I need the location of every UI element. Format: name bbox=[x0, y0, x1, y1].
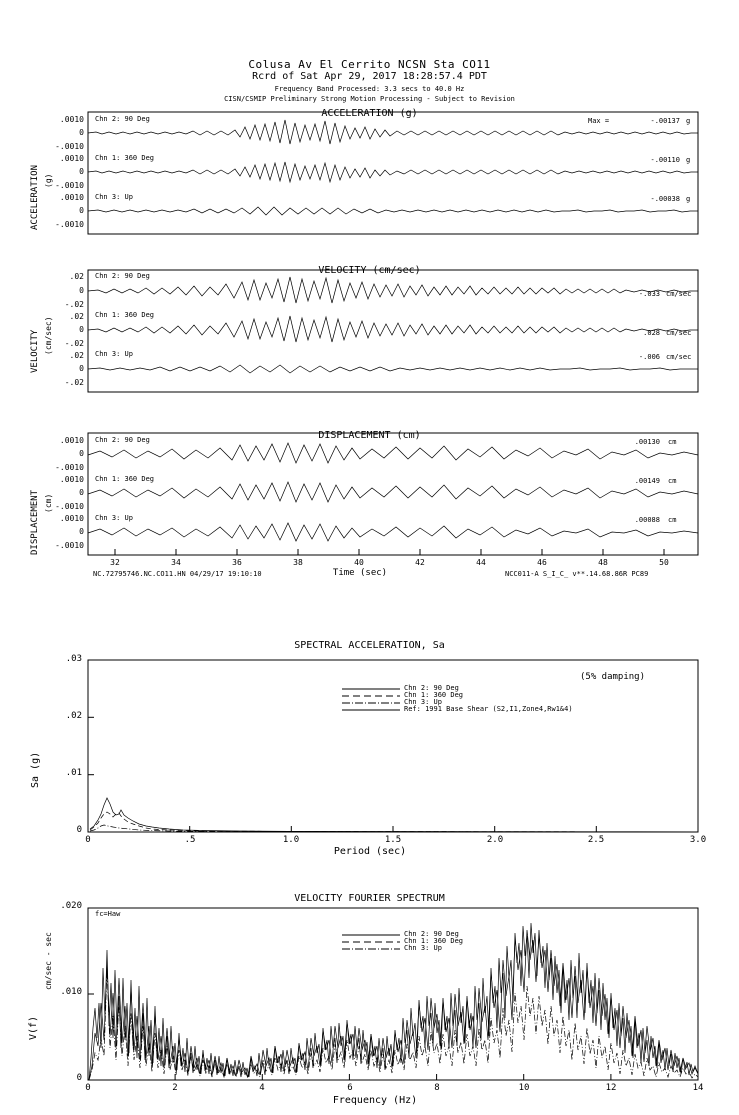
vel-ch2-peak: -.033 bbox=[638, 290, 660, 298]
sa-legend-item-0: Chn 2: 90 Deg bbox=[404, 684, 459, 692]
station-code-footer: NCC011-A S_I_C_ v**.14.68.86R PC89 bbox=[505, 570, 649, 578]
vfs-legend-lines bbox=[342, 932, 402, 956]
vel-ch2-ytick-top: .02 bbox=[69, 272, 84, 281]
vel-ch2-unit: cm/sec bbox=[666, 290, 692, 298]
accel-ch1-peak: -.00110 bbox=[650, 156, 680, 164]
accel-ch1-ytick-top: .0010 bbox=[59, 154, 84, 163]
vfs-xlabel: Frequency (Hz) bbox=[332, 1095, 418, 1106]
sa-xtick-2: 1.0 bbox=[282, 835, 300, 845]
vel-ch1-unit: cm/sec bbox=[666, 329, 692, 337]
sa-chart-title: SPECTRAL ACCELERATION, Sa bbox=[294, 640, 445, 651]
disp-ch2-ytick-top: .0010 bbox=[59, 436, 84, 445]
vfs-ytick-2: .020 bbox=[60, 901, 82, 911]
vel-ch1-label: Chn 1: 360 Deg bbox=[95, 311, 155, 319]
vel-ch3-unit: cm/sec bbox=[666, 353, 692, 361]
acceleration-axis-label: ACCELERATION bbox=[30, 164, 40, 230]
time-tick-3: 38 bbox=[293, 558, 303, 567]
time-tick-4: 40 bbox=[354, 558, 364, 567]
accel-ch2-peak: -.00137 bbox=[650, 117, 680, 125]
sa-ytick-0: 0 bbox=[76, 825, 82, 835]
accel-ch3-ytick-bot: -.0010 bbox=[55, 220, 84, 229]
vfs-ylabel-units: cm/sec - sec bbox=[44, 932, 53, 990]
vfs-xtick-3: 6 bbox=[347, 1083, 353, 1093]
vfs-chart-title: VELOCITY FOURIER SPECTRUM bbox=[294, 893, 445, 904]
vel-ch3-peak: -.006 bbox=[638, 353, 660, 361]
accel-ch3-label: Chn 3: Up bbox=[95, 193, 133, 201]
vfs-legend-item-0: Chn 2: 90 Deg bbox=[404, 930, 459, 938]
sa-legend-item-1: Chn 1: 360 Deg bbox=[404, 691, 464, 699]
vel-ch2-ytick-mid: 0 bbox=[79, 286, 84, 295]
sa-xtick-3: 1.5 bbox=[384, 835, 402, 845]
accel-ch2-ytick-top: .0010 bbox=[59, 115, 84, 124]
accel-ch1-label: Chn 1: 360 Deg bbox=[95, 154, 155, 162]
time-axis-label: Time (sec) bbox=[332, 568, 388, 578]
vel-ch3-ytick-bot: -.02 bbox=[64, 378, 84, 387]
frequency-band-note: Frequency Band Processed: 3.3 secs to 40.0 Hz bbox=[274, 85, 465, 93]
disp-ch1-ytick-bot: -.0010 bbox=[55, 502, 84, 511]
sa-xtick-1: .5 bbox=[184, 835, 196, 845]
sa-xtick-4: 2.0 bbox=[486, 835, 504, 845]
accel-ch2-unit: g bbox=[686, 117, 691, 125]
displacement-plot bbox=[88, 433, 698, 555]
vel-ch3-label: Chn 3: Up bbox=[95, 350, 133, 358]
vel-ch2-label: Chn 2: 90 Deg bbox=[95, 272, 150, 280]
time-tick-5: 42 bbox=[415, 558, 425, 567]
sa-ytick-1: .01 bbox=[65, 768, 82, 778]
vfs-xtick-5: 10 bbox=[518, 1083, 530, 1093]
time-tick-8: 48 bbox=[598, 558, 608, 567]
sa-legend-lines bbox=[342, 686, 402, 716]
disp-ch1-peak: .00149 bbox=[634, 477, 660, 485]
accel-ch3-ytick-mid: 0 bbox=[79, 206, 84, 215]
sa-damping-annotation: (5% damping) bbox=[580, 672, 646, 682]
record-datetime: Rcrd of Sat Apr 29, 2017 18:28:57.4 PDT bbox=[252, 71, 487, 82]
accel-ch1-ytick-mid: 0 bbox=[79, 167, 84, 176]
disp-ch2-unit: cm bbox=[668, 438, 677, 446]
displacement-title: DISPLACEMENT (cm) bbox=[318, 430, 421, 441]
vfs-xtick-1: 2 bbox=[172, 1083, 178, 1093]
disp-ch1-label: Chn 1: 360 Deg bbox=[95, 475, 155, 483]
vfs-xtick-4: 8 bbox=[434, 1083, 440, 1093]
disp-ch2-ytick-mid: 0 bbox=[79, 449, 84, 458]
velocity-axis-units: (cm/sec) bbox=[44, 316, 53, 355]
record-id-footer: NC.72795746.NC.CO11.HN 04/29/17 19:10:10 bbox=[93, 570, 262, 578]
vfs-ylabel: V(f) bbox=[28, 1015, 39, 1040]
sa-legend-item-3: Ref: 1991 Base Shear (S2,I1,Zone4,Rw1&4) bbox=[404, 705, 573, 713]
disp-ch3-ytick-top: .0010 bbox=[59, 514, 84, 523]
time-tick-9: 50 bbox=[659, 558, 669, 567]
sa-ytick-2: .02 bbox=[65, 711, 82, 721]
vfs-legend-item-1: Chn 1: 360 Deg bbox=[404, 937, 464, 945]
time-tick-6: 44 bbox=[476, 558, 486, 567]
sa-xlabel: Period (sec) bbox=[333, 846, 407, 857]
accel-ch3-unit: g bbox=[686, 195, 691, 203]
disp-ch3-ytick-bot: -.0010 bbox=[55, 541, 84, 550]
disp-ch3-peak: .00088 bbox=[634, 516, 660, 524]
accel-ch1-ytick-bot: -.0010 bbox=[55, 181, 84, 190]
vfs-corner-label: fc=Haw bbox=[95, 910, 121, 918]
velocity-title: VELOCITY (cm/sec) bbox=[318, 265, 421, 276]
disp-ch1-ytick-mid: 0 bbox=[79, 488, 84, 497]
sa-xtick-6: 3.0 bbox=[689, 835, 707, 845]
time-tick-7: 46 bbox=[537, 558, 547, 567]
vfs-xtick-2: 4 bbox=[259, 1083, 265, 1093]
sa-legend-item-2: Chn 3: Up bbox=[404, 698, 442, 706]
vfs-legend-item-2: Chn 3: Up bbox=[404, 944, 442, 952]
vfs-xtick-6: 12 bbox=[605, 1083, 617, 1093]
time-tick-2: 36 bbox=[232, 558, 242, 567]
page-title: Colusa Av El Cerrito NCSN Sta CO11 bbox=[248, 58, 491, 71]
vfs-xtick-7: 14 bbox=[692, 1083, 704, 1093]
vfs-xtick-0: 0 bbox=[85, 1083, 91, 1093]
displacement-axis-units: (cm) bbox=[44, 493, 53, 513]
vfs-ytick-0: 0 bbox=[76, 1073, 82, 1083]
accel-ch1-unit: g bbox=[686, 156, 691, 164]
processing-note: CISN/CSMIP Preliminary Strong Motion Processing - Subject to Revision bbox=[224, 95, 515, 103]
acceleration-title: ACCELERATION (g) bbox=[321, 108, 418, 119]
accel-ch3-peak: -.00038 bbox=[650, 195, 680, 203]
sa-xtick-0: 0 bbox=[85, 835, 91, 845]
velocity-axis-label: VELOCITY bbox=[30, 329, 40, 373]
accel-max-prefix: Max = bbox=[588, 117, 610, 125]
acceleration-plot bbox=[88, 112, 698, 234]
disp-ch3-label: Chn 3: Up bbox=[95, 514, 133, 522]
disp-ch1-unit: cm bbox=[668, 477, 677, 485]
vel-ch3-ytick-top: .02 bbox=[69, 351, 84, 360]
accel-ch2-ytick-mid: 0 bbox=[79, 128, 84, 137]
accel-ch2-label: Chn 2: 90 Deg bbox=[95, 115, 150, 123]
vel-ch1-ytick-mid: 0 bbox=[79, 325, 84, 334]
time-tick-0: 32 bbox=[110, 558, 120, 567]
accel-ch3-ytick-top: .0010 bbox=[59, 193, 84, 202]
disp-ch3-ytick-mid: 0 bbox=[79, 527, 84, 536]
sa-ytick-3: .03 bbox=[65, 654, 82, 664]
displacement-axis-label: DISPLACEMENT bbox=[30, 489, 40, 555]
vel-ch1-ytick-bot: -.02 bbox=[64, 339, 84, 348]
vel-ch1-peak: .028 bbox=[643, 329, 660, 337]
acceleration-axis-units: (g) bbox=[44, 173, 53, 188]
disp-ch2-peak: .00130 bbox=[634, 438, 660, 446]
disp-ch2-ytick-bot: -.0010 bbox=[55, 463, 84, 472]
vfs-ytick-1: .010 bbox=[60, 987, 82, 997]
time-tick-1: 34 bbox=[171, 558, 181, 567]
accel-ch2-ytick-bot: -.0010 bbox=[55, 142, 84, 151]
disp-ch1-ytick-top: .0010 bbox=[59, 475, 84, 484]
disp-ch3-unit: cm bbox=[668, 516, 677, 524]
vel-ch3-ytick-mid: 0 bbox=[79, 364, 84, 373]
vel-ch2-ytick-bot: -.02 bbox=[64, 300, 84, 309]
disp-ch2-label: Chn 2: 90 Deg bbox=[95, 436, 150, 444]
sa-ylabel: Sa (g) bbox=[30, 751, 41, 788]
vel-ch1-ytick-top: .02 bbox=[69, 312, 84, 321]
sa-xtick-5: 2.5 bbox=[587, 835, 605, 845]
